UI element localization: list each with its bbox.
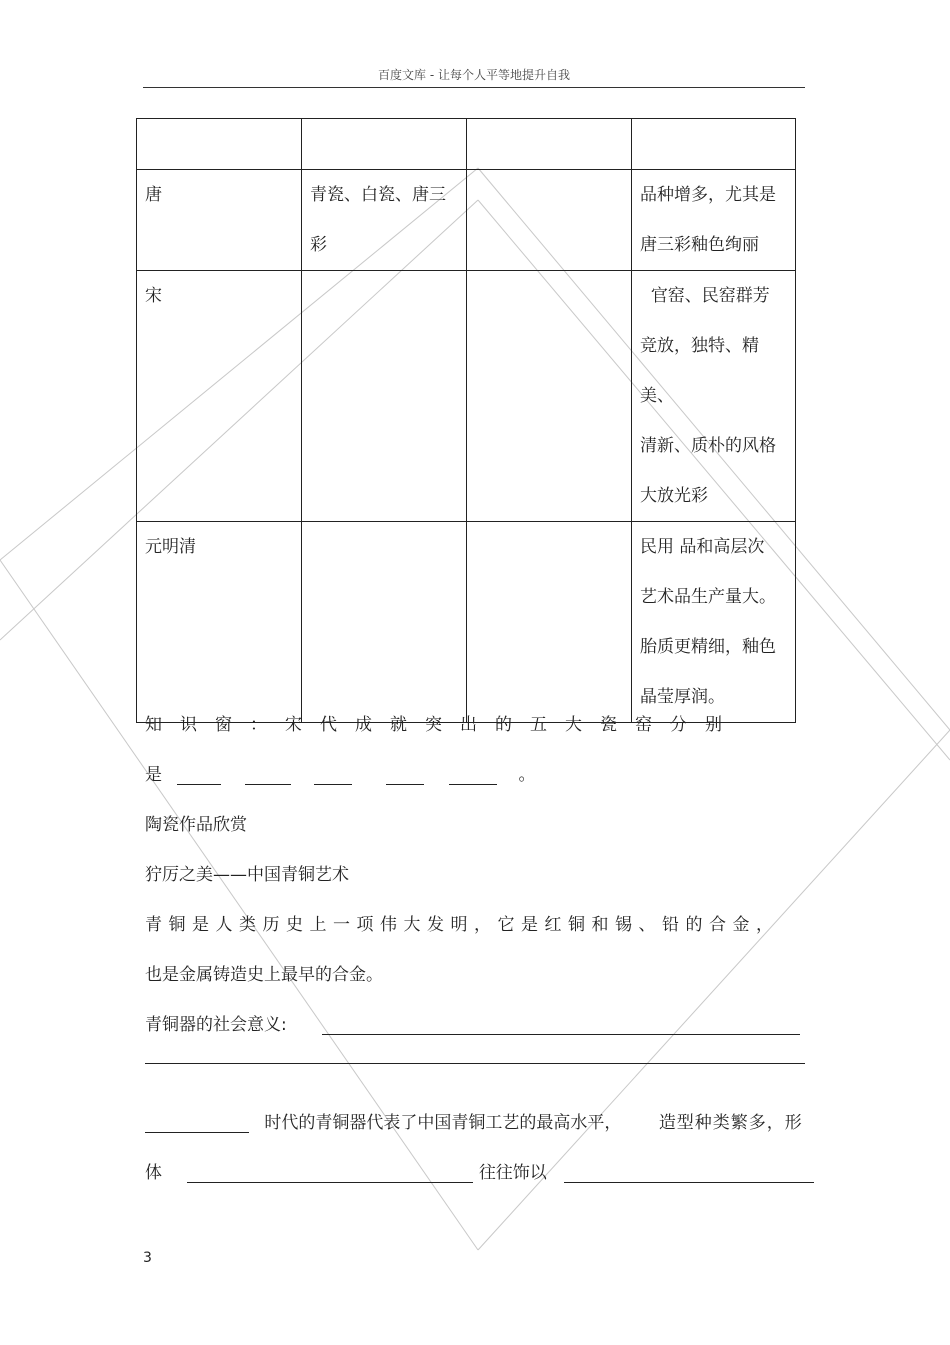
knowledge-window-line: 知识窗：宋代成就突出的五大瓷窑分别 bbox=[145, 715, 740, 735]
era-text: 时代的青铜器代表了中国青铜工艺的最高水平， bbox=[264, 1113, 622, 1133]
form-blank[interactable] bbox=[187, 1164, 473, 1183]
table-cell: 品种增多，尤其是 唐三彩釉色绚丽 bbox=[640, 185, 776, 255]
kiln-blank-2[interactable] bbox=[245, 766, 291, 785]
table-cell: 青瓷、白瓷、唐三 彩 bbox=[310, 185, 446, 255]
table-row bbox=[137, 119, 796, 170]
era-blank[interactable] bbox=[145, 1114, 249, 1133]
social-meaning-blank[interactable] bbox=[322, 1016, 800, 1035]
social-meaning-label: 青铜器的社会意义: bbox=[145, 1015, 287, 1035]
kiln-blank-4[interactable] bbox=[386, 766, 424, 785]
form-label: 体 bbox=[145, 1163, 162, 1183]
page-number: 3 bbox=[143, 1250, 152, 1266]
table-row bbox=[137, 170, 796, 271]
page-header: 百度文库 - 让每个人平等地提升自我 bbox=[143, 65, 805, 88]
table-row bbox=[137, 271, 796, 522]
bronze-title: 狞厉之美——中国青铜艺术 bbox=[145, 865, 349, 885]
bronze-paragraph-line2: 也是金属铸造史上最早的合金。 bbox=[145, 965, 383, 985]
social-meaning-blank-2[interactable] bbox=[145, 1063, 805, 1064]
form-line bbox=[145, 1158, 814, 1183]
table-cell: 元明清 bbox=[145, 537, 196, 557]
era-line bbox=[145, 1108, 803, 1133]
table-cell: 宋 bbox=[145, 286, 162, 306]
bronze-paragraph-line1: 青铜是人类历史上一项伟大发明，它是红铜和锡、铅的合金， bbox=[145, 915, 780, 935]
kiln-blanks-prefix: 是 bbox=[145, 765, 162, 785]
era-text-continued: 造型种类繁多，形 bbox=[658, 1113, 803, 1133]
table-cell: 唐 bbox=[145, 185, 162, 205]
table-cell: 官窑、民窑群芳 竞放，独特、精美、 清新、质朴的风格 大放光彩 bbox=[640, 286, 776, 506]
porcelain-table bbox=[136, 118, 796, 723]
kiln-blanks-line bbox=[145, 760, 535, 785]
decor-blank[interactable] bbox=[564, 1164, 814, 1183]
table-cell: 民用 品和高层次 艺术品生产量大。 胎质更精细，釉色 晶莹厚润。 bbox=[640, 537, 776, 707]
appreciation-heading: 陶瓷作品欣赏 bbox=[145, 815, 247, 835]
kiln-blank-3[interactable] bbox=[314, 766, 352, 785]
social-meaning-line bbox=[145, 1010, 800, 1035]
decor-label: 往往饰以 bbox=[478, 1163, 547, 1183]
kiln-blank-5[interactable] bbox=[449, 766, 497, 785]
kiln-blanks-suffix: 。 bbox=[518, 765, 536, 785]
kiln-blank-1[interactable] bbox=[177, 766, 221, 785]
table-row bbox=[137, 522, 796, 723]
